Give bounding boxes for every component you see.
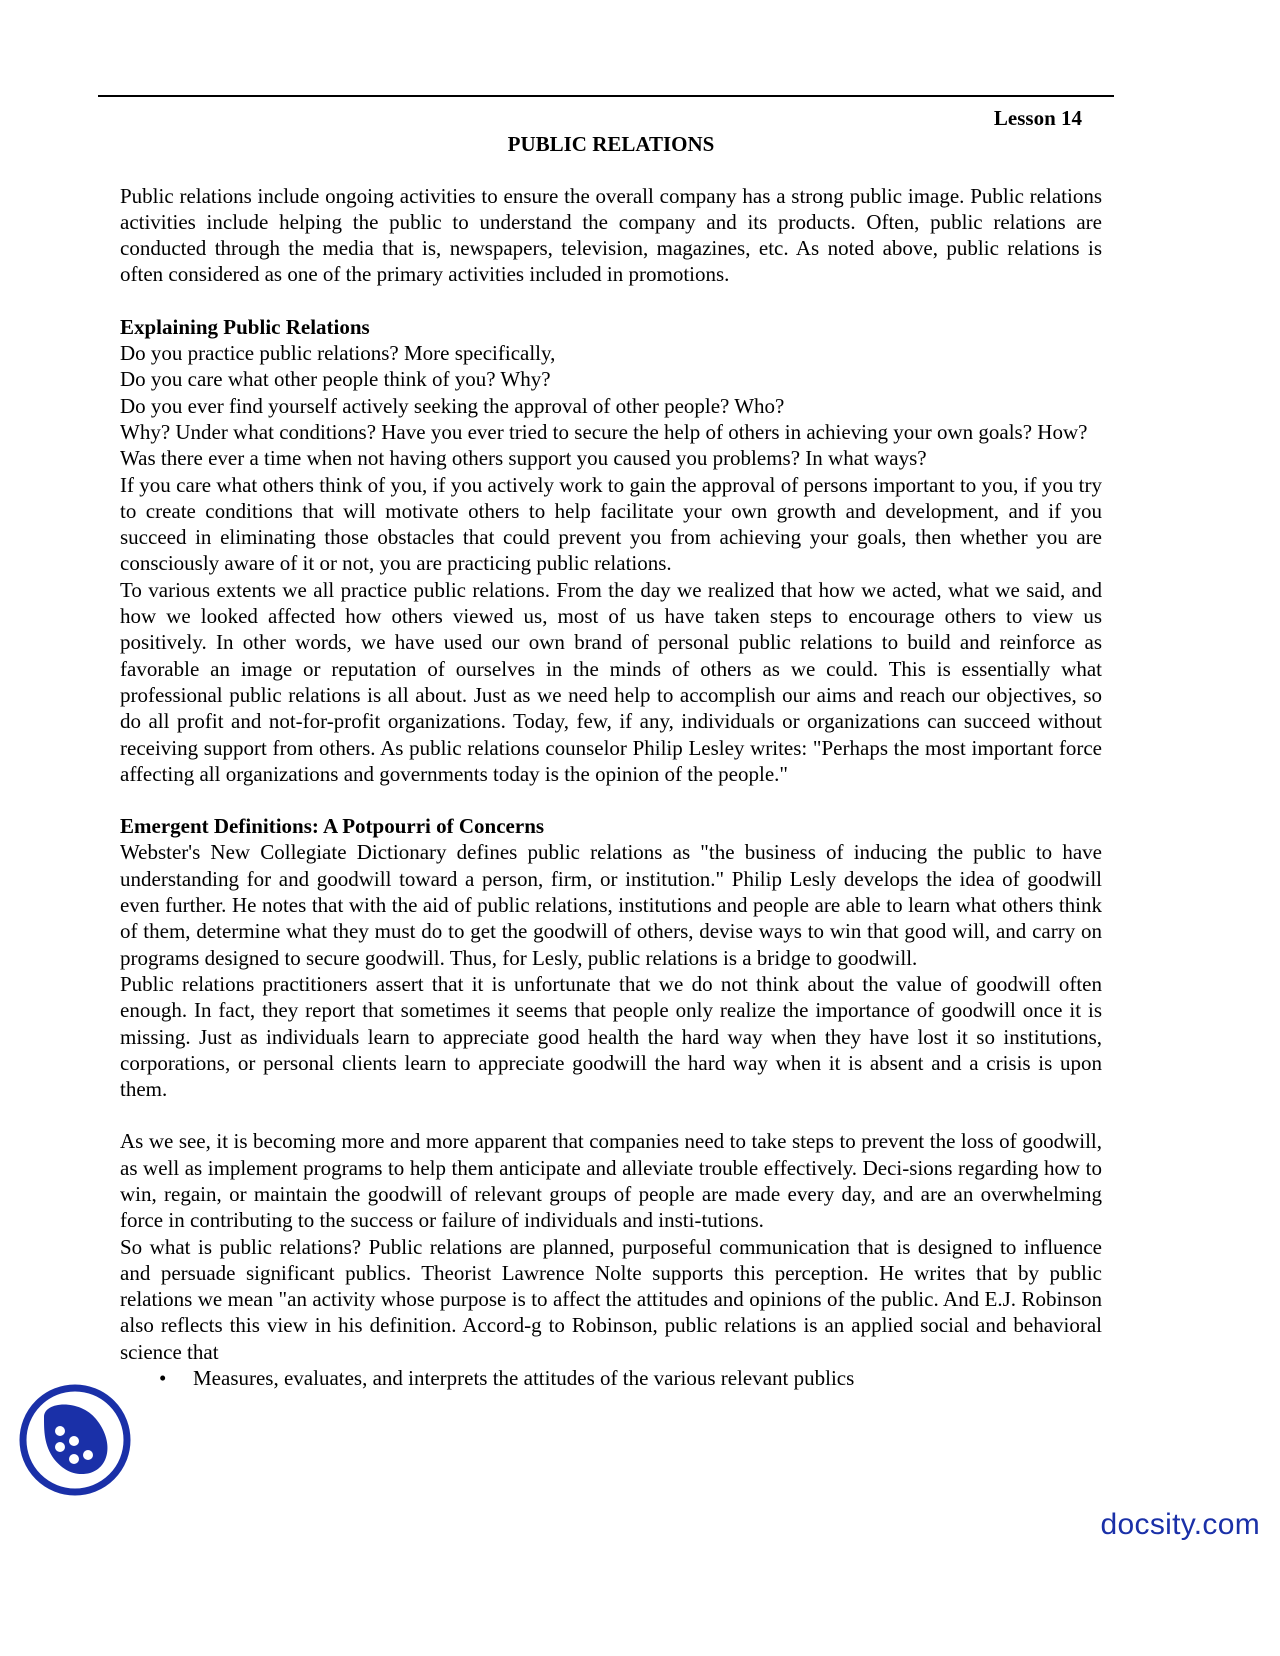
section-heading-explaining: Explaining Public Relations <box>120 314 370 339</box>
body-paragraph: Public relations practitioners assert that it is unfortunate that we do not think about the value of goodwill often enough. In fact, they report that sometimes it seems that people only realize the importance of goodwill once it is missing. Just as individuals learn to appreciate good health the hard way when they have lost it so institutions, corporations, or personal clients learn to appreciate goodwill the hard way when it is absent and a crisis is upon them. <box>120 971 1102 1102</box>
question-line: Why? Under what conditions? Have you ever tried to secure the help of others in achieving your own goals? How? <box>120 419 1088 444</box>
body-paragraph: If you care what others think of you, if you actively work to gain the approval of persons important to you, if you try to create conditions that will motivate others to help facilitate your own growth and development, and if you succeed in eliminating those obstacles that could prevent you from achieving your goals, then whether you are consciously aware of it or not, you are practicing public relations. <box>120 472 1102 576</box>
body-paragraph: To various extents we all practice public relations. From the day we realized that how we acted, what we said, and how we looked affected how others viewed us, most of us have taken steps to encourage others to view us positively. In other words, we have used our own brand of personal public relations to build and reinforce as favorable an image or reputation of ourselves in the minds of others as we could. This is essentially what professional public relations is all about. Just as we need help to accomplish our aims and reach our objectives, so do all profit and not-for-profit organizations. Today, few, if any, individuals or organizations can succeed without receiving support from others. As public relations counselor Philip Lesley writes: "Perhaps the most important force affecting all organizations and governments today is the opinion of the people." <box>120 577 1102 786</box>
intro-paragraph: Public relations include ongoing activities to ensure the overall company has a strong public image. Public relations activities include helping the public to understand the company and its products. Often, public relations are conducted through the media that is, newspapers, television, magazines, etc. As noted above, public relations is often considered as one of the primary activities included in promotions. <box>120 183 1102 287</box>
question-line: Do you care what other people think of you? Why? <box>120 367 551 392</box>
body-paragraph: As we see, it is becoming more and more apparent that companies need to take steps to prevent the loss of goodwill, as well as implement programs to help them anticipate and alleviate trouble effectively. Deci-sions regarding how to win, regain, or maintain the goodwill of relevant groups of people are made every day, and are an overwhelming force in contributing to the success or failure of individuals and insti-tutions. <box>120 1129 1102 1233</box>
bullet-list <box>120 1365 1102 1391</box>
page-title: PUBLIC RELATIONS <box>507 132 715 157</box>
docsity-brand-link[interactable]: docsity.com <box>1100 1508 1260 1541</box>
document-body <box>120 100 1102 1391</box>
body-paragraph: So what is public relations? Public relations are planned, purposeful communication that is designed to influence and persuade significant publics. Theorist Lawrence Nolte supports this perception. He writes that by public relations we mean "an activity whose purpose is to affect the attitudes and opinions of the public. And E.J. Robinson also reflects this view in his definition. Accord-g to Robinson, public relations is an applied social and behavioral science that <box>120 1234 1102 1364</box>
docsity-logo-icon[interactable] <box>18 1383 132 1497</box>
section-heading-definitions: Emergent Definitions: A Potpourri of Concerns <box>120 814 545 839</box>
body-paragraph: Webster's New Collegiate Dictionary defines public relations as "the business of inducing the public to have understanding for and goodwill toward a person, firm, or institution." Philip Lesly develops the idea of goodwill even further. He notes that with the aid of public relations, institutions and people are able to learn what others think of them, determine what they must do to get the goodwill of others, devise ways to win that good will, and carry on programs designed to secure goodwill. Thus, for Lesly, public relations is a bridge to goodwill. <box>120 840 1102 970</box>
question-line: Do you practice public relations? More specifically, <box>120 341 556 366</box>
question-line: Do you ever find yourself actively seeking the approval of other people? Who? <box>120 393 785 418</box>
header-rule <box>98 95 1114 97</box>
list-item: • Measures, evaluates, and interprets the attitudes of the various relevant publics <box>193 1365 1102 1391</box>
lesson-label: Lesson 14 <box>993 106 1082 130</box>
question-line: Was there ever a time when not having others support you caused you problems? In what ways? <box>120 446 927 471</box>
